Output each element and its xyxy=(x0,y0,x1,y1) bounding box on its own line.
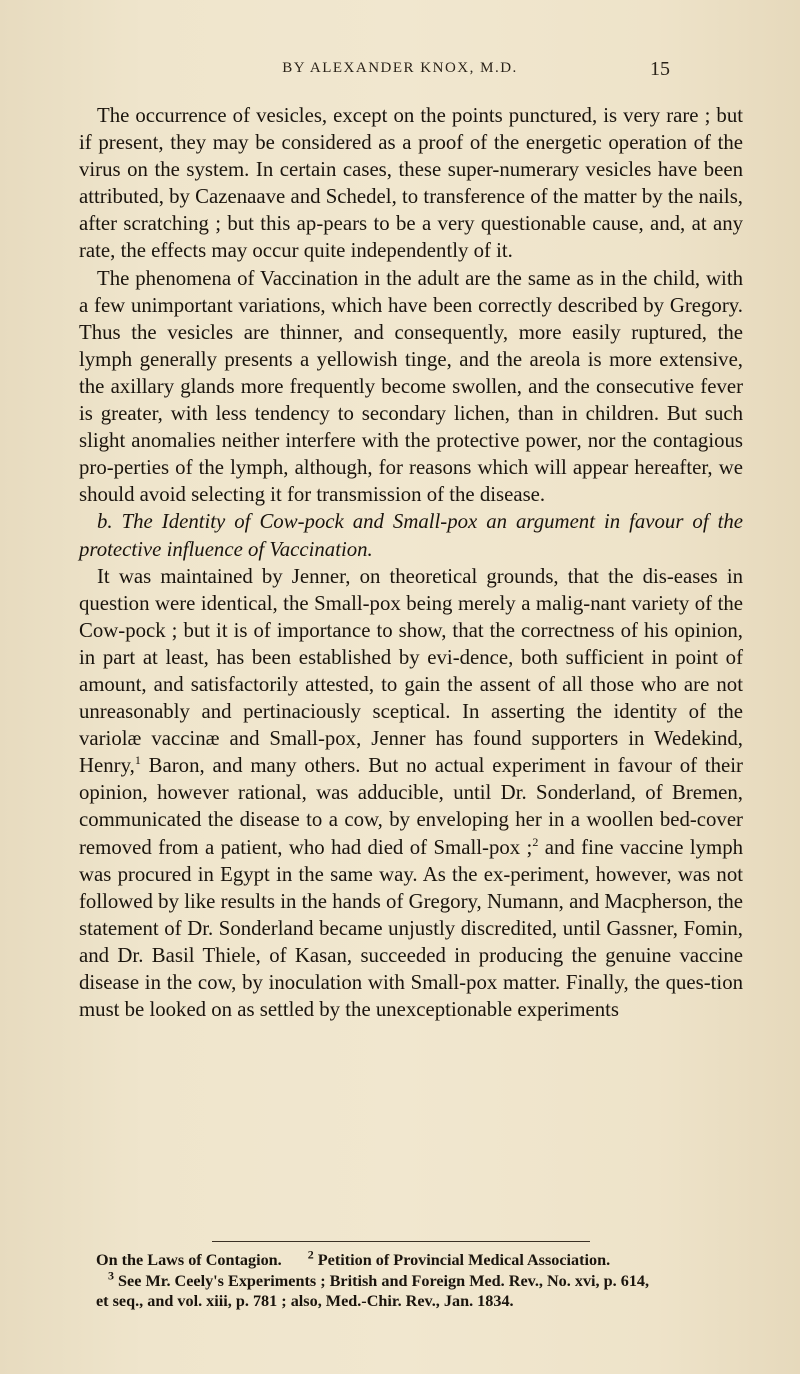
footnote-divider xyxy=(212,1241,590,1242)
body-text xyxy=(79,102,743,1023)
footnote-3-marker: 3 xyxy=(108,1268,114,1283)
running-head: BY ALEXANDER KNOX, M.D. xyxy=(282,60,518,76)
paragraph-jenner-identity xyxy=(79,563,743,1024)
footnote-line-3: et seq., and vol. xiii, p. 781 ; also, Med.-Chir. Rev., Jan. 1834. xyxy=(96,1292,514,1310)
footnote-line-1 xyxy=(96,1247,756,1271)
footnote-2-text: Petition of Provincial Medical Association. xyxy=(317,1251,611,1269)
footnote-1-text: On the Laws of Contagion. xyxy=(96,1251,282,1269)
footnote-line-2 xyxy=(96,1268,756,1292)
paragraph-jenner-text-3: and fine vaccine lymph was procured in Egypt in the same way. As the ex-periment, however, was not followed by like results in the hands of Gregory, Numann, and Macpherson, the statement of Dr. Sonderland became unjustly discredited, until Gassner, Fomin, and Dr. Basil Thiele, of Kasan, succeeded in producing the genuine vaccine disease in the cow, by inoculation with Small-pox matter. Finally, the ques-tion must be looked on as settled by the unexceptionable experiments xyxy=(79,835,743,1022)
paragraph-vesicles: The occurrence of vesicles, except on the points punctured, is very rare ; but if present, they may be considered as a proof of the energetic operation of the virus on the system. In certain cases, these super-numerary vesicles have been attributed, by Cazenaave and Schedel, to transference of the matter by the nails, after scratching ; but this ap-pears to be a very questionable cause, and, at any rate, the effects may occur quite independently of it. xyxy=(79,104,743,263)
section-heading-identity: b. The Identity of Cow-pock and Small-pox an argument in favour of the protective influence of Vaccination. xyxy=(79,510,743,561)
footnote-3-text: See Mr. Ceely's Experiments ; British and Foreign Med. Rev., No. xvi, p. 614, xyxy=(118,1271,650,1290)
footnote-2-marker: 2 xyxy=(307,1247,314,1262)
footnotes xyxy=(96,1247,756,1312)
footnote-ref-2: 2 xyxy=(532,834,539,849)
page-number: 15 xyxy=(650,58,670,80)
paragraph-adult-vaccination: The phenomena of Vaccination in the adult are the same as in the child, with a few unimportant variations, which have been correctly described by Gregory. Thus the vesicles are thinner, and consequently, more easily ruptured, the lymph generally presents a yellowish tinge, and the areola is more extensive, the axillary glands more frequently become swollen, and the consecutive fever is greater, with less tendency to secondary lichen, than in children. But such slight anomalies neither interfere with the protective power, nor the contagious pro-perties of the lymph, although, for reasons which will appear hereafter, we should avoid selecting it for transmission of the disease. xyxy=(79,266,743,507)
paragraph-jenner-text-1: It was maintained by Jenner, on theoretical grounds, that the dis-eases in question were identical, the Small-pox being merely a malig-nant variety of the Cow-pock ; but it is of importance to show, that the correctness of his opinion, in part at least, has been established by evi-dence, both sufficient in point of amount, and satisfactorily attested, to gain the assent of all those who are not unreasonably and pertinaciously sceptical. In asserting the identity of the variolæ vaccinæ and Small-pox, Jenner has found supporters in Wedekind, Henry, xyxy=(79,564,743,778)
paragraph-jenner-text-2: Baron, and many others. But no actual experiment in favour of their opinion, however rational, was adducible, until Dr. Sonderland, of Bremen, communicated the disease to a cow, by enveloping her in a woollen bed-cover removed from a patient, who had died of Small-pox ; xyxy=(79,754,743,859)
footnote-ref-1: 1 xyxy=(134,753,141,768)
